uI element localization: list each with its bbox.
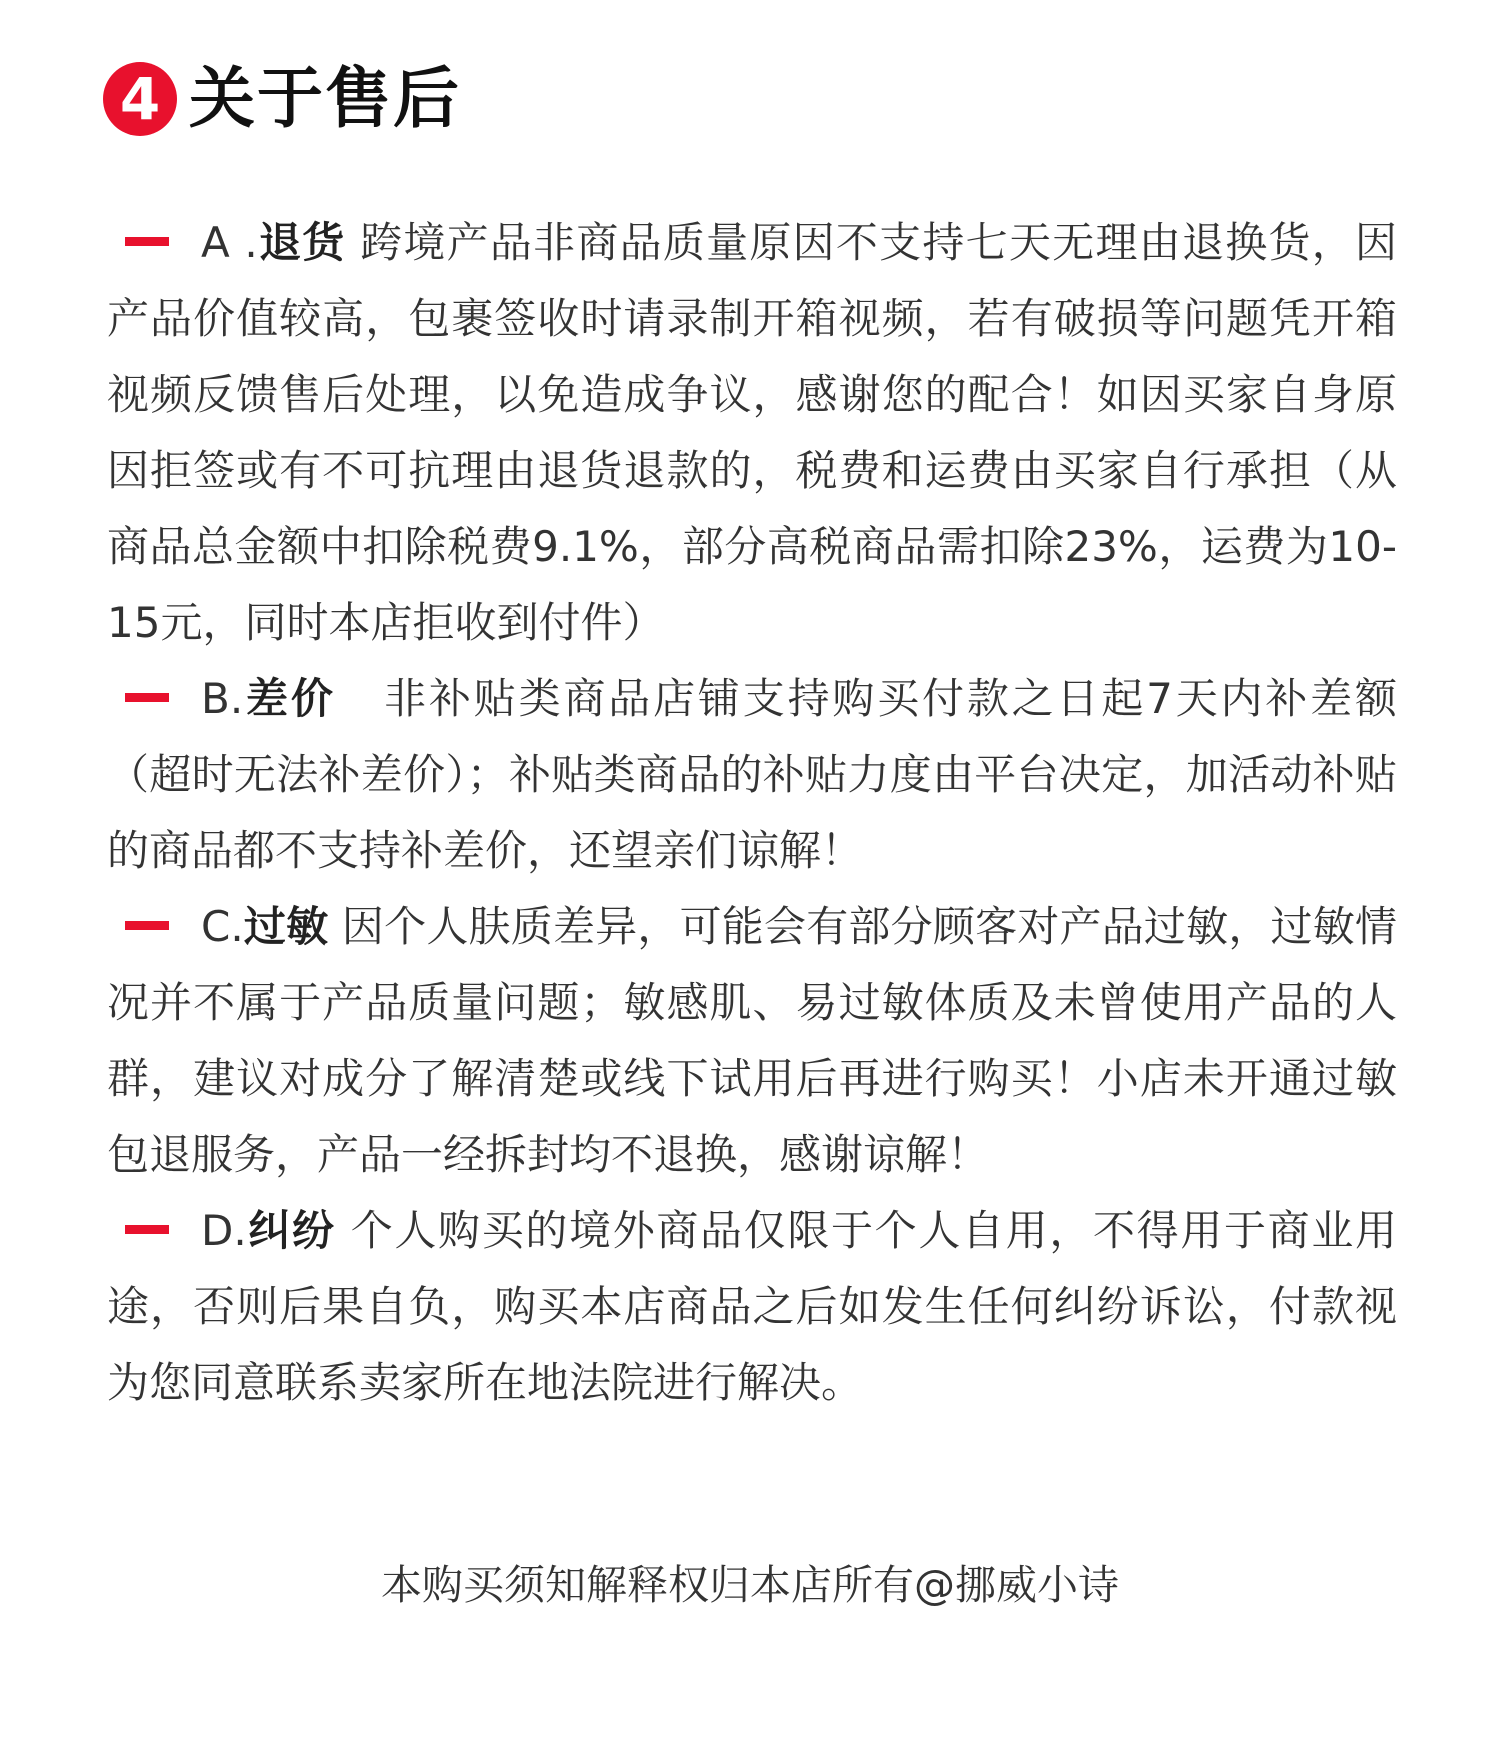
policy-text: 因个人肤质差异，可能会有部分顾客对产品过敏，过敏情况并不属于产品质量问题；敏感肌、易过敏体质及未曾使用产品的人群，建议对成分了解清楚或线下试用后再进行购买！小店未开通过敏包退服务，产品一经拆封均不退换，感谢谅解！ bbox=[107, 902, 1397, 1179]
policy-keyword: 过敏 bbox=[243, 902, 329, 951]
red-dash-icon bbox=[125, 693, 169, 702]
policy-price-difference bbox=[107, 661, 1397, 889]
after-sales-content bbox=[107, 205, 1397, 1421]
policy-text: 个人购买的境外商品仅限于个人自用，不得用于商业用途，否则后果自负，购买本店商品之后如发生任何纠纷诉讼，付款视为您同意联系卖家所在地法院进行解决。 bbox=[107, 1206, 1397, 1407]
policy-letter: C. bbox=[201, 902, 244, 951]
red-dash-icon bbox=[125, 1225, 169, 1234]
policy-letter: D. bbox=[201, 1206, 247, 1255]
section-header bbox=[103, 62, 461, 136]
red-dash-icon bbox=[125, 237, 169, 246]
policy-return bbox=[107, 205, 1397, 661]
policy-keyword: 退货 bbox=[257, 218, 346, 267]
copyright-note: 本购买须知解释权归本店所有@挪威小诗 bbox=[381, 1561, 1119, 1609]
policy-letter: B. bbox=[201, 674, 244, 723]
policy-keyword: 差价 bbox=[243, 674, 336, 723]
policy-text: 非补贴类商品店铺支持购买付款之日起7天内补差额（超时无法补差价）；补贴类商品的补贴力度由平台决定，加活动补贴的商品都不支持补差价，还望亲们谅解！ bbox=[107, 674, 1397, 875]
policy-dispute bbox=[107, 1193, 1397, 1421]
section-title: 关于售后 bbox=[189, 60, 461, 137]
policy-keyword: 纠纷 bbox=[246, 1206, 336, 1255]
policy-text: 跨境产品非商品质量原因不支持七天无理由退换货，因产品价值较高，包裹签收时请录制开箱视频，若有破损等问题凭开箱视频反馈售后处理，以免造成争议，感谢您的配合！如因买家自身原因拒签或有不可抗理由退货退款的，税费和运费由买家自行承担（从商品总金额中扣除税费9.1%，部分高税商品需扣除23%，运费为10-15元，同时本店拒收到付件） bbox=[107, 218, 1397, 647]
section-number-badge: 4 bbox=[103, 62, 177, 136]
policy-allergy bbox=[107, 889, 1397, 1193]
red-dash-icon bbox=[125, 921, 169, 930]
policy-letter: A . bbox=[201, 218, 258, 267]
